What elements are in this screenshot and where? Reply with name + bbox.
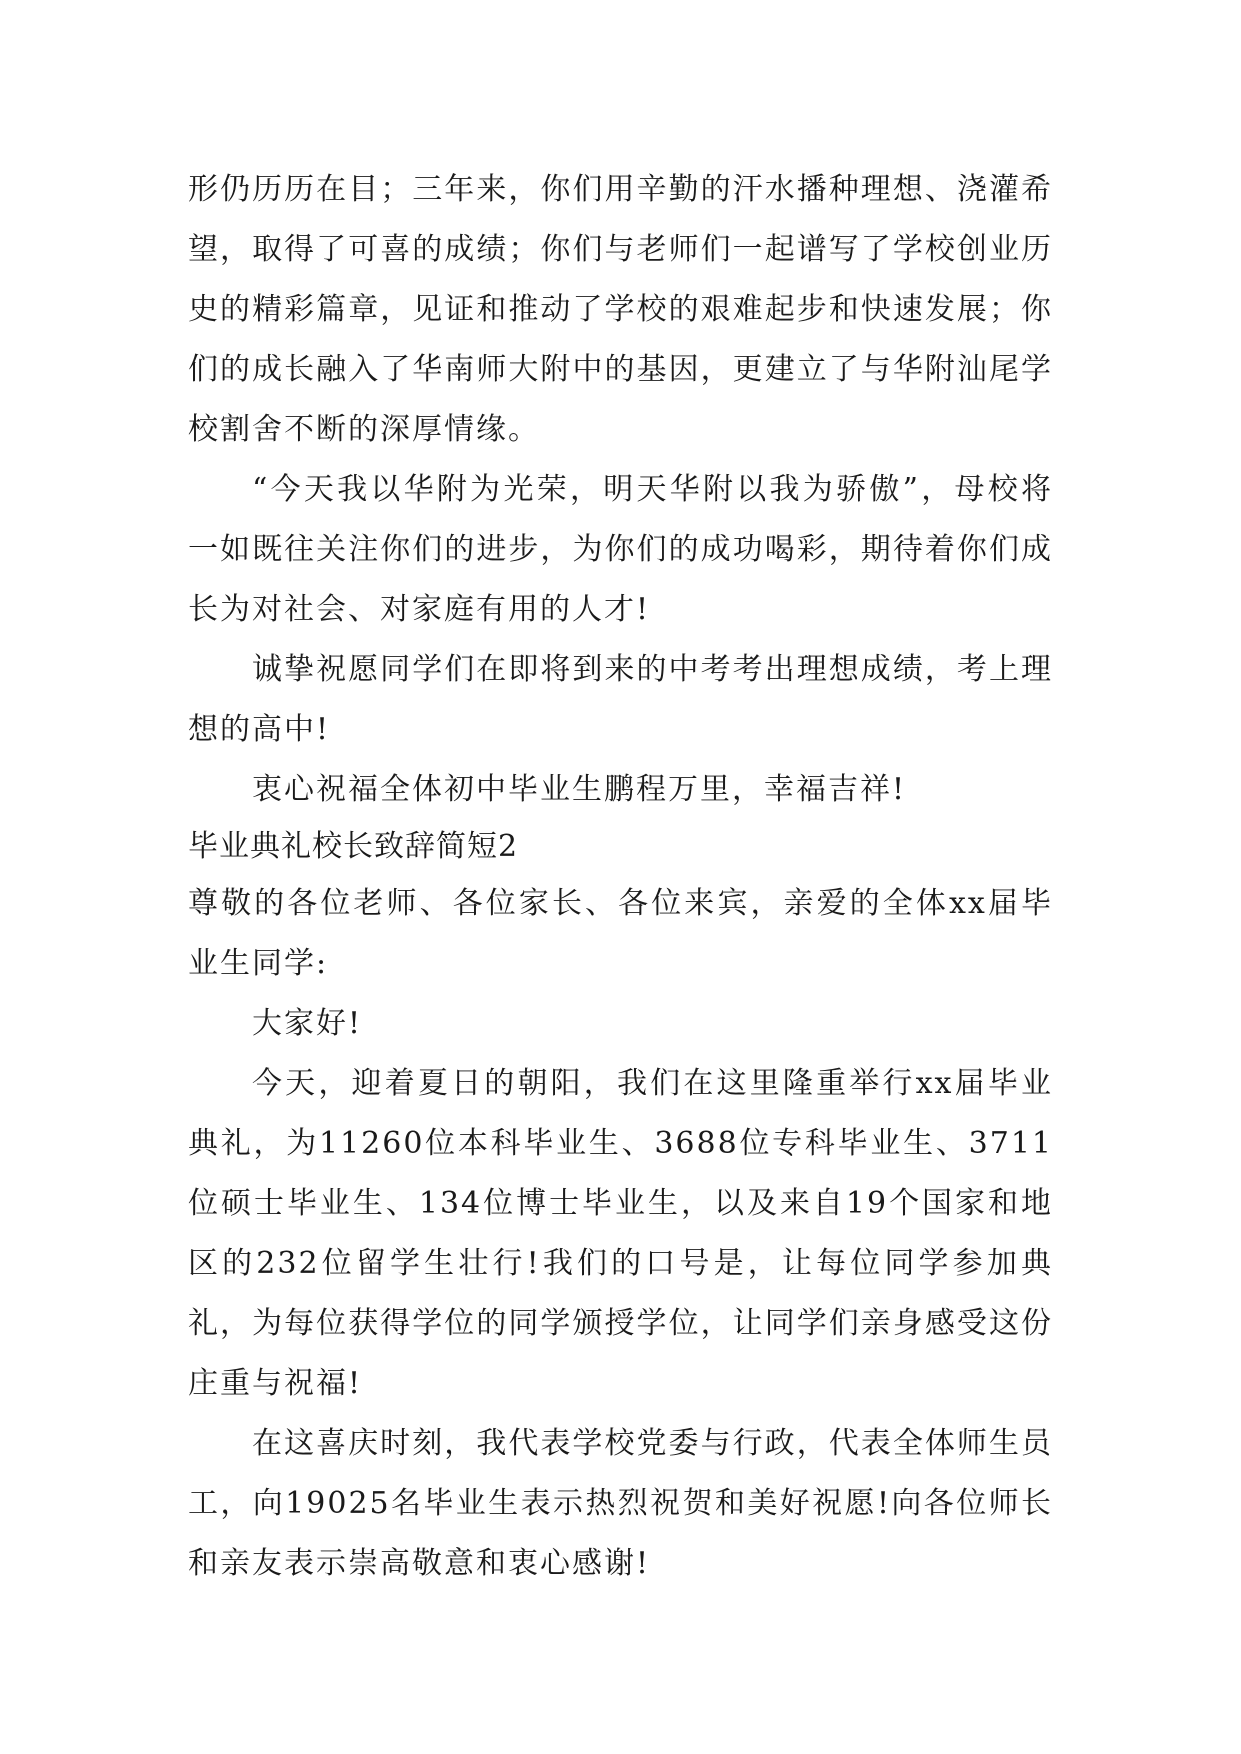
paragraph-ceremony: 今天，迎着夏日的朝阳，我们在这里隆重举行xx届毕业典礼，为11260位本科毕业生、3688位专科毕业生、3711位硕士毕业生、134位博士毕业生，以及来自19个国家和地区的232位留学生壮行!我们的口号是，让每位同学参加典礼，为每位获得学位的同学颁授学位，让同学们亲身感受这份庄重与祝福! — [188, 1066, 1053, 1401]
paragraph-motto: “今天我以华附为光荣，明天华附以我为骄傲”，母校将一如既往关注你们的进步，为你们的成功喝彩，期待着你们成长为对社会、对家庭有用的人才! — [188, 472, 1053, 627]
section-heading: 毕业典礼校长致辞简短2 — [188, 829, 519, 864]
paragraph-exam-wish: 诚挚祝愿同学们在即将到来的中考考出理想成绩，考上理想的高中! — [188, 652, 1053, 747]
paragraph-greeting: 大家好! — [252, 1006, 363, 1041]
paragraph-congratulations: 在这喜庆时刻，我代表学校党委与行政，代表全体师生员工，向19025名毕业生表示热烈祝贺和美好祝愿!向各位师长和亲友表示崇高敬意和衷心感谢! — [188, 1426, 1053, 1581]
document-page — [188, 160, 1053, 1594]
paragraph-blessing: 衷心祝福全体初中毕业生鹏程万里，幸福吉祥! — [252, 772, 907, 807]
paragraph-continuation: 形仍历历在目；三年来，你们用辛勤的汗水播种理想、浇灌希望，取得了可喜的成绩；你们与老师们一起谱写了学校创业历史的精彩篇章，见证和推动了学校的艰难起步和快速发展；你们的成长融入了华南师大附中的基因，更建立了与华附汕尾学校割舍不断的深厚情缘。 — [188, 172, 1053, 447]
paragraph-salutation: 尊敬的各位老师、各位家长、各位来宾，亲爱的全体xx届毕业生同学: — [188, 886, 1053, 981]
